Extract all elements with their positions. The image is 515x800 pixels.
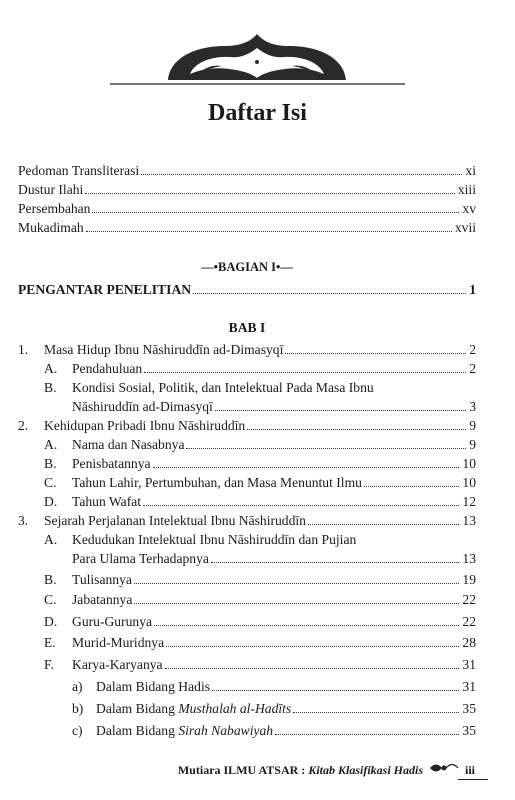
page-number: 28	[462, 635, 476, 650]
part-heading: —•BAGIAN I•—	[201, 260, 293, 274]
toc-entry: B. Tulisannya 19	[44, 572, 476, 587]
page-number: 22	[462, 592, 476, 607]
page-number: xv	[462, 201, 476, 216]
toc-entry: B. Penisbatannya 10	[44, 456, 476, 471]
page-number: xiii	[457, 182, 476, 197]
page-number: 35	[462, 723, 476, 738]
toc-entry: F. Karya-Karyanya 31	[44, 657, 476, 672]
page-number: 2	[469, 342, 476, 357]
page-number: 13	[462, 551, 476, 566]
page-number: 9	[469, 437, 476, 452]
page-number: 10	[462, 456, 476, 471]
page-number: 31	[462, 679, 476, 694]
page-number: xi	[465, 163, 476, 178]
page-number: xvii	[454, 220, 476, 235]
footer-ornament-icon	[428, 758, 460, 778]
toc-entry: Para Ulama Terhadapnya 13	[72, 551, 476, 566]
page-number: 9	[469, 418, 476, 433]
footer-rule	[458, 779, 488, 780]
page-number: 12	[462, 494, 476, 509]
toc-entry: A. Kedudukan Intelektual Ibnu Nāshiruddīn dan Pujian	[44, 532, 357, 547]
toc-entry: Persembahan xv	[18, 201, 476, 216]
header-ornament	[0, 0, 515, 100]
toc-entry: Nāshiruddīn ad-Dimasyqī 3	[72, 399, 476, 414]
toc-entry-part: PENGANTAR PENELITIAN 1	[18, 282, 476, 297]
toc-entry: 1. Masa Hidup Ibnu Nāshiruddīn ad-Dimasyqī 2	[18, 342, 476, 357]
toc-entry: A. Pendahuluan 2	[44, 361, 476, 376]
page-number: 3	[469, 399, 476, 414]
toc-entry: 3. Sejarah Perjalanan Intelektual Ibnu Nāshiruddīn 13	[18, 513, 476, 528]
toc-entry: B. Kondisi Sosial, Politik, dan Intelektual Pada Masa Ibnu	[44, 380, 374, 395]
toc-entry: b) Dalam Bidang Musthalah al-Hadīts 35	[72, 701, 476, 716]
toc-entry: Dustur Ilahi xiii	[18, 182, 476, 197]
toc-entry: E. Murid-Muridnya 28	[44, 635, 476, 650]
page-title: Daftar Isi	[208, 100, 307, 126]
page-number: 19	[462, 572, 476, 587]
toc-entry: C. Jabatannya 22	[44, 592, 476, 607]
page-number: 2	[469, 361, 476, 376]
page-number: 35	[462, 701, 476, 716]
toc-entry: C. Tahun Lahir, Pertumbuhan, dan Masa Menuntut Ilmu 10	[44, 475, 476, 490]
toc-entry: a) Dalam Bidang Hadis 31	[72, 679, 476, 694]
toc-entry: D. Guru-Gurunya 22	[44, 614, 476, 629]
toc-entry: A. Nama dan Nasabnya 9	[44, 437, 476, 452]
page-number: 13	[462, 513, 476, 528]
page-number: 31	[462, 657, 476, 672]
toc-entry: c) Dalam Bidang Sirah Nabawiyah 35	[72, 723, 476, 738]
chapter-heading: BAB I	[228, 320, 266, 335]
toc-entry: Mukadimah xvii	[18, 220, 476, 235]
toc-entry: D. Tahun Wafat 12	[44, 494, 476, 509]
running-footer: Mutiara ILMU ATSAR : Kitab Klasifikasi Hadis	[177, 763, 423, 777]
page-number: 10	[462, 475, 476, 490]
page-number: 22	[462, 614, 476, 629]
page-number: iii	[465, 763, 476, 777]
page-footer	[0, 760, 515, 780]
page-number: 1	[469, 282, 476, 297]
toc-entry: Pedoman Transliterasi xi	[18, 163, 476, 178]
toc-entry: 2. Kehidupan Pribadi Ibnu Nāshiruddīn 9	[18, 418, 476, 433]
